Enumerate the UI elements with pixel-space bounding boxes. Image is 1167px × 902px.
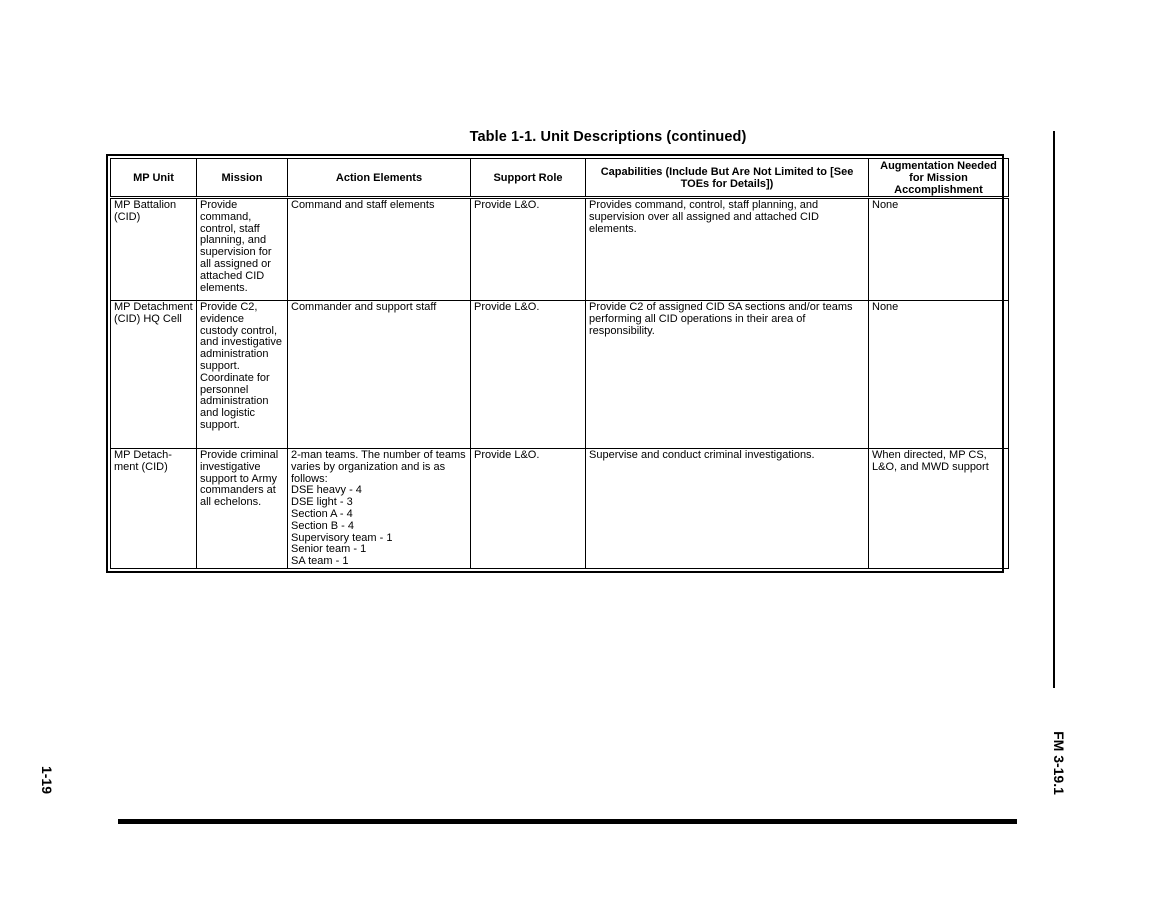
cell-support-role: Provide L&O. [471,449,586,569]
cell-mp-unit: MP Detachment (CID) HQ Cell [111,301,197,449]
cell-mp-unit: MP Detach-ment (CID) [111,449,197,569]
table-row [111,301,1009,449]
table-row [111,198,1009,301]
cell-mission: Provide criminal investigative support to Army commanders at all echelons. [197,449,288,569]
right-margin-rule [1053,131,1055,688]
cell-mission: Provide C2, evidence custody control, and investigative administration support. Coordinate for personnel administration and logistic support. [197,301,288,449]
table-title: Table 1-1. Unit Descriptions (continued) [469,129,747,145]
unit-descriptions-table [106,154,1004,573]
cell-action-elements: Commander and support staff [288,301,471,449]
cell-mission: Provide command, control, staff planning, and supervision for all assigned or attached CID elements. [197,198,288,301]
header-mp-unit: MP Unit [111,159,197,198]
table-row [111,449,1009,569]
table [110,158,1009,569]
header-action-elements: Action Elements [288,159,471,198]
cell-capabilities: Provide C2 of assigned CID SA sections and/or teams performing all CID operations in their area of responsibility. [586,301,869,449]
cell-capabilities: Provides command, control, staff planning, and supervision over all assigned and attached CID elements. [586,198,869,301]
cell-action-elements: Command and staff elements [288,198,471,301]
cell-augmentation: None [869,301,1009,449]
cell-action-elements: 2-man teams. The number of teams varies by organization and is as follows: DSE heavy - 4 DSE light - 3 Section A - 4 Section B - 4 Supervisory team - 1 Senior team - 1 SA team - 1 [288,449,471,569]
header-mission: Mission [197,159,288,198]
footer-rule [118,819,1017,824]
document-id: FM 3-19.1 [1051,731,1067,795]
cell-capabilities: Supervise and conduct criminal investigations. [586,449,869,569]
cell-support-role: Provide L&O. [471,301,586,449]
cell-augmentation: None [869,198,1009,301]
cell-support-role: Provide L&O. [471,198,586,301]
header-support-role: Support Role [471,159,586,198]
page-number: 1-19 [39,765,55,795]
table-header-row [111,159,1009,198]
cell-mp-unit: MP Battalion (CID) [111,198,197,301]
header-capabilities: Capabilities (Include But Are Not Limited to [See TOEs for Details]) [586,159,869,198]
header-augmentation: Augmentation Needed for Mission Accomplishment [869,159,1009,198]
cell-augmentation: When directed, MP CS, L&O, and MWD support [869,449,1009,569]
